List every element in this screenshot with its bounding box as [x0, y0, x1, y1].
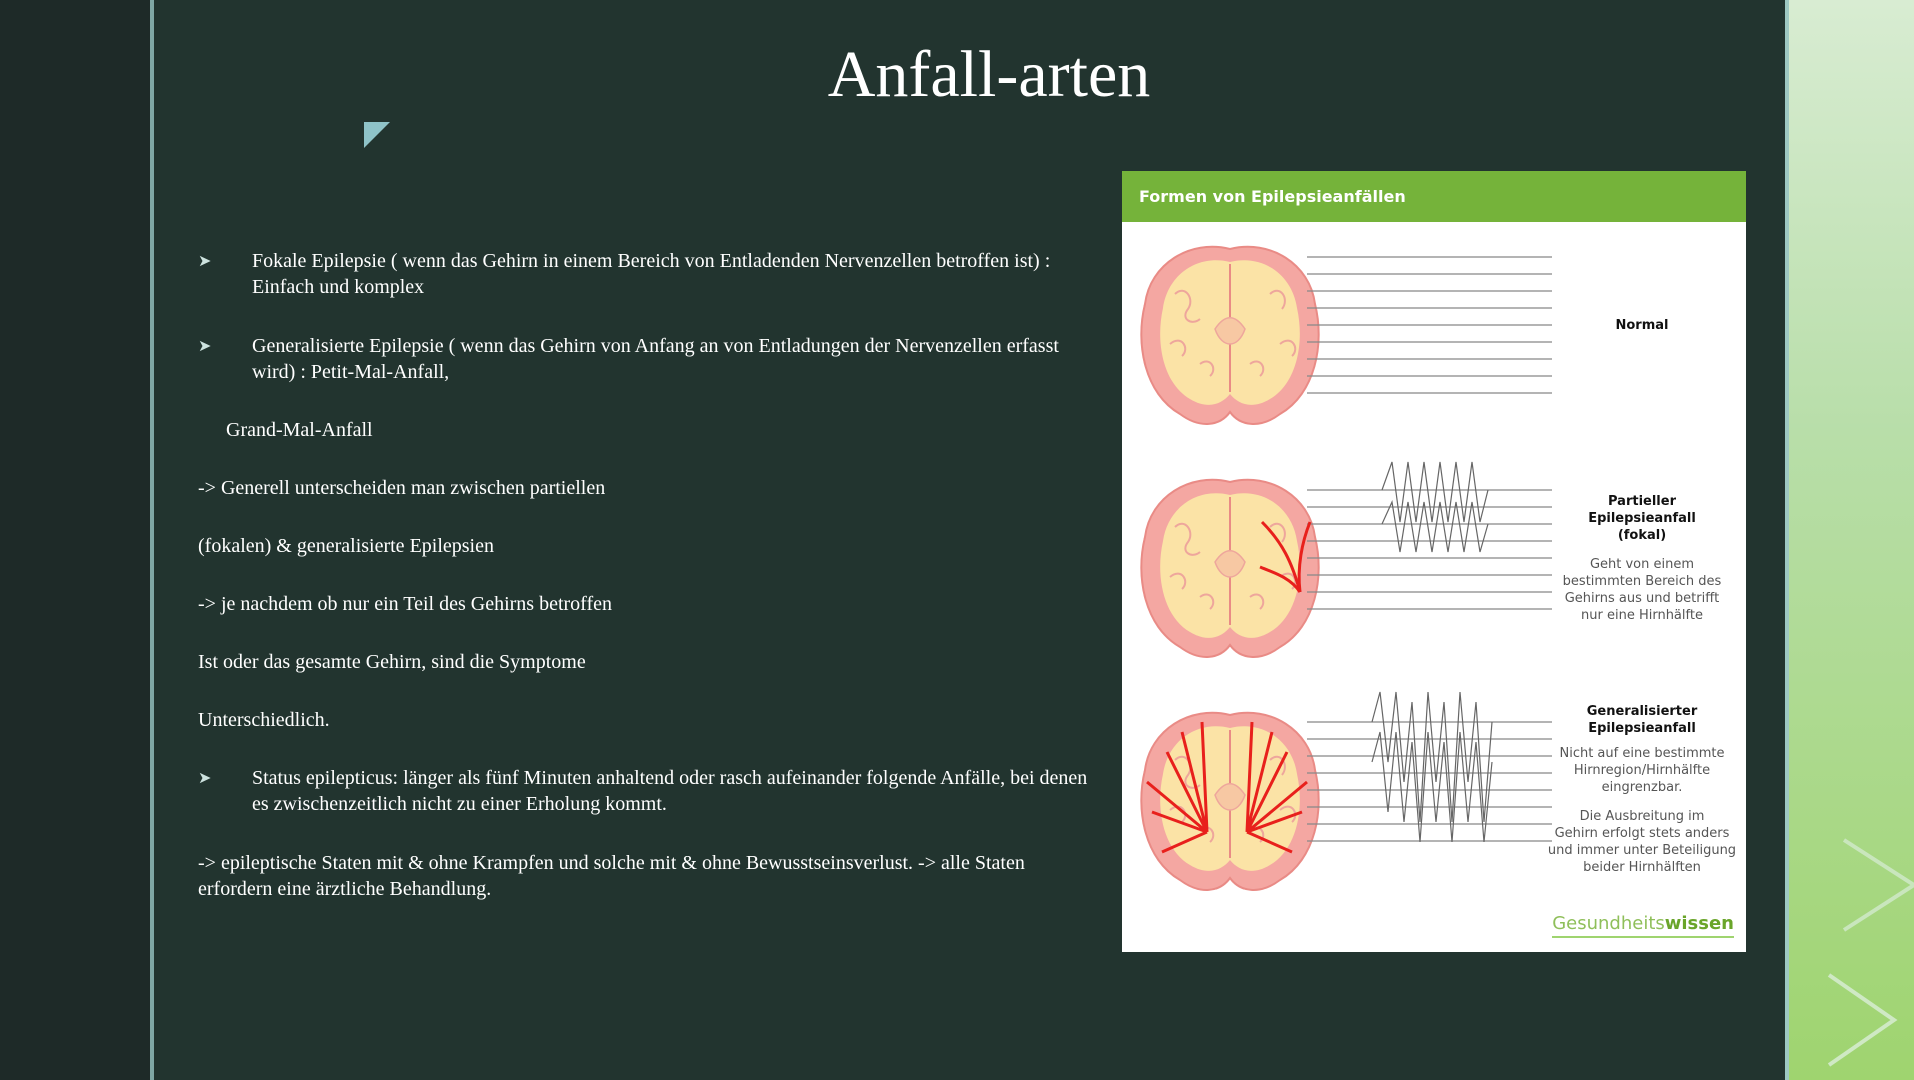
eeg-generalized-traces — [1307, 692, 1552, 842]
arrowhead-bullet-icon: ➤ — [198, 768, 212, 787]
corner-triangle-icon — [364, 122, 390, 148]
label-general-title: Generalisierter — [1586, 704, 1698, 719]
text-line: -> Generell unterscheiden man zwischen partiellen — [198, 477, 606, 499]
page-title: Anfall-arten — [827, 38, 1151, 111]
label-partial-title: Partieller — [1608, 494, 1676, 509]
label-partial-title: (fokal) — [1617, 528, 1667, 543]
label-partial-desc: nur eine Hirnhälfte — [1581, 608, 1703, 623]
label-partial-title: Epilepsieanfall — [1588, 511, 1696, 526]
chevron-decor-icon — [1789, 0, 1914, 1080]
brand-logo — [1552, 913, 1734, 938]
seizure-types-figure — [1122, 171, 1746, 952]
arrowhead-bullet-icon: ➤ — [198, 336, 212, 355]
label-general-desc: Die Ausbreitung im — [1579, 809, 1705, 824]
label-general-desc: eingrenzbar. — [1601, 780, 1683, 795]
bullet-text: Fokale Epilepsie ( wenn das Gehirn in einem Bereich von Entladenden Nervenzellen betroffen ist) : Einfach und komplex — [252, 250, 1051, 298]
brand-part: Gesundheits — [1552, 913, 1665, 934]
left-band — [0, 0, 150, 1080]
text-line: Unterschiedlich. — [198, 709, 330, 731]
label-general-title: Epilepsieanfall — [1588, 721, 1696, 736]
brand-part: wissen — [1664, 913, 1734, 934]
figure-header: Formen von Epilepsieanfällen — [1122, 171, 1746, 222]
bullet-item — [198, 248, 1088, 300]
label-partial-desc: bestimmten Bereich des — [1562, 574, 1722, 589]
label-partial-desc: Gehirns aus und betrifft — [1564, 591, 1720, 606]
bullet-text: Status epilepticus: länger als fünf Minuten anhaltend oder rasch aufeinander folgende Anfälle, bei denen es zwischenzeitlich nicht zu einer Erholung kommt. — [252, 767, 1088, 815]
label-partial-desc: Geht von einem — [1589, 557, 1695, 572]
text-line: -> je nachdem ob nur ein Teil des Gehirns betroffen — [198, 593, 613, 615]
label-normal: Normal — [1615, 318, 1669, 333]
text-line: (fokalen) & generalisierte Epilepsien — [198, 535, 494, 557]
bullet-item — [198, 765, 1088, 817]
label-general-desc: und immer unter Beteiligung — [1547, 843, 1737, 858]
label-general-desc: Hirnregion/Hirnhälfte — [1573, 763, 1711, 778]
bullet-item — [198, 333, 1088, 385]
label-general-desc: Nicht auf eine bestimmte — [1559, 746, 1725, 761]
arrowhead-bullet-icon: ➤ — [198, 251, 212, 270]
label-general-desc: beider Hirnhälften — [1583, 860, 1701, 875]
label-general-desc: Gehirn erfolgt stets anders — [1554, 826, 1730, 841]
bullet-text: Generalisierte Epilepsie ( wenn das Gehirn von Anfang an von Entladungen der Nervenzellen erfasst wird) : Petit-Mal-Anfall, — [252, 335, 1059, 383]
text-line: -> epileptische Staten mit & ohne Krampfen und solche mit & ohne Bewusstseinsverlust. -> alle Staten erfordern eine ärztliche Behandlung. — [198, 852, 1025, 900]
content-text — [198, 248, 1088, 902]
eeg-partial-traces — [1307, 462, 1552, 609]
text-line: Ist oder das gesamte Gehirn, sind die Symptome — [198, 651, 586, 673]
eeg-normal-traces — [1307, 257, 1552, 393]
right-decor-panel — [1789, 0, 1914, 1080]
text-line: Grand-Mal-Anfall — [226, 419, 373, 441]
